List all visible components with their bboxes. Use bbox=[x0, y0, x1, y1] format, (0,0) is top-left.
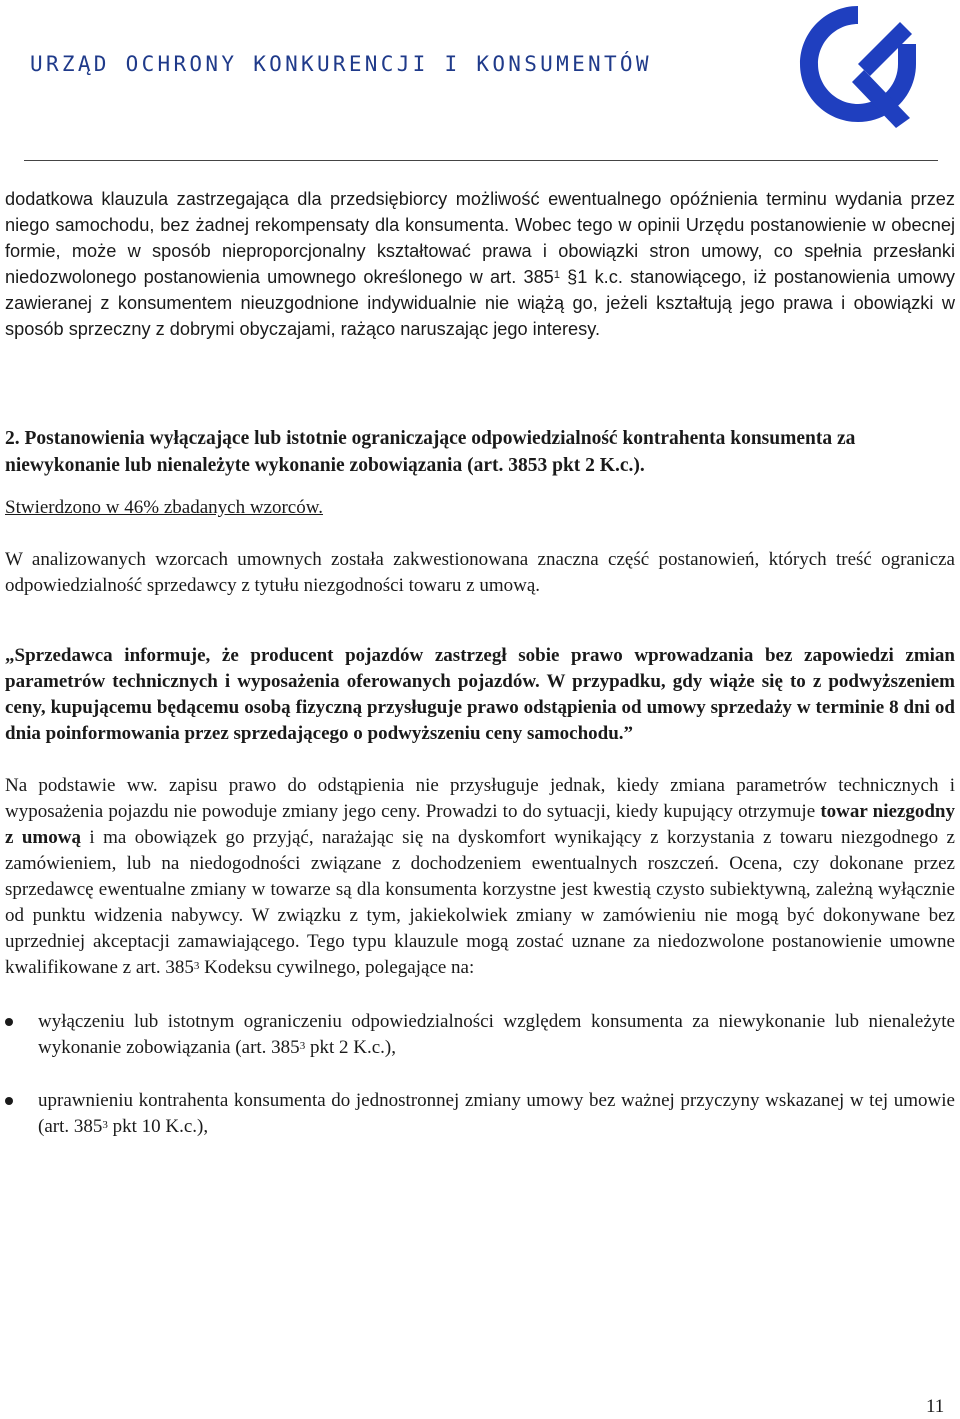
paragraph-analysis: Na podstawie ww. zapisu prawo do odstąpienia nie przysługuje jednak, kiedy zmiana parametrów technicznych i wyposażenia pojazdu nie powoduje zmiany jego ceny. Prowadzi to do sytuacji, kiedy kupujący otrzymuje towar niezgodny z umową i ma obowiązek go przyjąć, narażając się na dyskomfort wynikający z korzystania z towaru niezgodnego z zamówieniem, lub na niedogodności związane z dochodzeniem ewentualnych roszczeń. Ocena, czy dokonane przez sprzedawcę ewentualne zmiany w towarze są dla konsumenta korzystne jest kwestią czysto subiektywną, zależną wyłącznie od punktu widzenia nabywcy. W związku z tym, jakiekolwiek zmiany w zamówieniu nie mogą być dokonywane bez uprzedniej akceptacji zamawiającego. Tego typu klauzule mogą zostać uznane za niedozwolone postanowienie umowne kwalifikowane z art. $385^3$ Kodeksu cywilnego, polegające na: bbox=[5, 775, 955, 978]
list-item: uprawnieniu kontrahenta konsumenta do jednostronnej zmiany umowy bez ważnej przyczyny wskazanej w tej umowie (art. $385^3$ pkt 10 K.c.), bbox=[5, 1088, 955, 1140]
clause-list bbox=[5, 1009, 955, 1140]
paragraph-analysis-intro: W analizowanych wzorcach umownych została zakwestionowana znaczna część postanowień, których treść ogranicza odpowiedzialność sprzedawcy z tytułu niezgodności towaru z umową. bbox=[5, 549, 955, 596]
uokik-logo-icon bbox=[782, 0, 918, 130]
bullet-icon bbox=[5, 1018, 13, 1026]
quoted-clause: „Sprzedawca informuje, że producent pojazdów zastrzegł sobie prawo wprowadzania bez zapowiedzi zmian parametrów technicznych i wyposażenia oferowanych pojazdów. W przypadku, gdy wiąże się to z podwyższeniem ceny, kupującemu będącemu osobą fizyczną przysługuje prawo odstąpienia od umowy sprzedaży w terminie 8 dni od dnia poinformowania przez sprzedającego o podwyższeniu ceny samochodu.” bbox=[5, 645, 955, 744]
header-divider bbox=[24, 160, 938, 161]
list-item: wyłączeniu lub istotnym ograniczeniu odpowiedzialności względem konsumenta za niewykonanie lub nienależyte wykonanie zobowiązania (art. $385^3$ pkt 2 K.c.), bbox=[5, 1009, 955, 1061]
page-content bbox=[5, 186, 955, 1140]
statistic-line: Stwierdzono w 46% zbadanych wzorców. bbox=[5, 497, 323, 518]
header-title: URZĄD OCHRONY KONKURENCJI I KONSUMENTÓW bbox=[30, 52, 652, 76]
bullet-icon bbox=[5, 1097, 13, 1105]
paragraph-intro: dodatkowa klauzula zastrzegająca dla przedsiębiorcy możliwość ewentualnego opóźnienia terminu wydania przez niego samochodu, bez żadnej rekompensaty dla konsumenta. Wobec tego w opinii Urzędu postanowienie w obecnej formie, może w sposób nieproporcjonalny kształtować prawa i obowiązki stron umowy, co spełnia przesłanki niedozwolonego postanowienia umownego określonego w art. $385^1$ §1 k.c. stanowiącego, iż postanowienia umowy zawieranej z konsumentem nieuzgodnione indywidualnie nie wiążą go, jeżeli kształtują jego prawa i obowiązki w sposób sprzeczny z dobrymi obyczajami, rażąco naruszając jego interesy. bbox=[5, 189, 955, 339]
page-number: 11 bbox=[926, 1396, 945, 1417]
section-heading: 2. Postanowienia wyłączające lub istotnie ograniczające odpowiedzialność kontrahenta konsumenta za niewykonanie lub nienależyte wykonanie zobowiązania (art. 3853 pkt 2 K.c.). bbox=[5, 428, 856, 476]
